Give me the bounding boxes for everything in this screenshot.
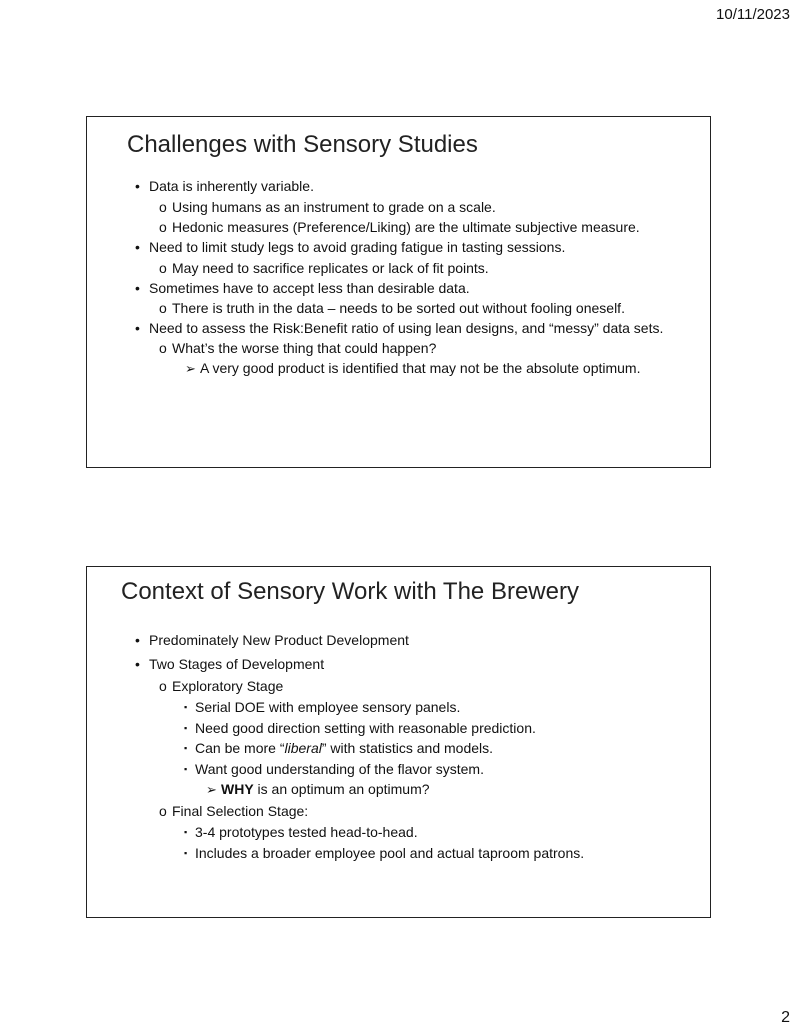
slide-title: Context of Sensory Work with The Brewery bbox=[121, 578, 579, 605]
sub-bullet-marker: o bbox=[159, 260, 167, 276]
sub-bullet-item bbox=[159, 340, 436, 357]
bullet-marker: • bbox=[135, 239, 140, 255]
square-marker: ▪ bbox=[184, 702, 188, 712]
square-bullet-text: Want good understanding of the flavor system. bbox=[195, 761, 484, 777]
bullet-item bbox=[135, 656, 324, 673]
sub-bullet-item bbox=[159, 803, 308, 820]
slide-challenges bbox=[86, 116, 711, 468]
sub-bullet-text: Using humans as an instrument to grade on a scale. bbox=[172, 199, 496, 215]
arrow-bullet-text: A very good product is identified that may not be the absolute optimum. bbox=[200, 360, 641, 376]
bullet-text: Sometimes have to accept less than desirable data. bbox=[149, 280, 470, 296]
arrow-marker: ➢ bbox=[206, 782, 217, 797]
square-marker: ▪ bbox=[184, 743, 188, 753]
bold-text: WHY bbox=[221, 781, 254, 797]
sub-bullet-item bbox=[159, 300, 625, 317]
bullet-marker: • bbox=[135, 632, 140, 648]
italic-text: liberal bbox=[284, 740, 322, 756]
bullet-text: Data is inherently variable. bbox=[149, 178, 314, 194]
sub-bullet-text: There is truth in the data – needs to be sorted out without fooling oneself. bbox=[172, 300, 625, 316]
text-part: is an optimum an optimum? bbox=[253, 781, 430, 797]
square-bullet-text: 3-4 prototypes tested head-to-head. bbox=[195, 824, 418, 840]
square-marker: ▪ bbox=[184, 827, 188, 837]
square-bullet-item bbox=[184, 761, 484, 778]
sub-bullet-text: Final Selection Stage: bbox=[172, 803, 309, 819]
square-bullet-item bbox=[184, 740, 493, 757]
header-date: 10/11/2023 bbox=[716, 6, 790, 23]
square-marker: ▪ bbox=[184, 723, 188, 733]
arrow-bullet-item bbox=[185, 360, 640, 377]
square-bullet-text: Includes a broader employee pool and actual taproom patrons. bbox=[195, 845, 585, 861]
sub-bullet-text: Exploratory Stage bbox=[172, 678, 284, 694]
square-bullet-item bbox=[184, 824, 418, 841]
square-bullet-item bbox=[184, 845, 584, 862]
sub-bullet-text: What’s the worse thing that could happen? bbox=[172, 340, 437, 356]
sub-bullet-marker: o bbox=[159, 678, 167, 694]
bullet-text: Need to assess the Risk:Benefit ratio of using lean designs, and “messy” data sets. bbox=[149, 320, 664, 336]
bullet-marker: • bbox=[135, 280, 140, 296]
sub-bullet-marker: o bbox=[159, 219, 167, 235]
bullet-marker: • bbox=[135, 320, 140, 336]
sub-bullet-marker: o bbox=[159, 199, 167, 215]
text-part: ” with statistics and models. bbox=[321, 740, 494, 756]
bullet-item bbox=[135, 632, 409, 649]
sub-bullet-item bbox=[159, 219, 640, 236]
sub-bullet-text: May need to sacrifice replicates or lack of fit points. bbox=[172, 260, 489, 276]
bullet-item bbox=[135, 239, 565, 256]
slide-context bbox=[86, 566, 711, 918]
square-marker: ▪ bbox=[184, 848, 188, 858]
square-bullet-item bbox=[184, 720, 536, 737]
bullet-text: Need to limit study legs to avoid grading fatigue in tasting sessions. bbox=[149, 239, 566, 255]
bullet-text: Predominately New Product Development bbox=[149, 632, 409, 648]
sub-bullet-marker: o bbox=[159, 803, 167, 819]
bullet-text: Two Stages of Development bbox=[149, 656, 325, 672]
page-number: 2 bbox=[781, 1009, 790, 1026]
sub-bullet-item bbox=[159, 199, 496, 216]
sub-bullet-marker: o bbox=[159, 340, 167, 356]
text-part: Can be more “ bbox=[195, 740, 285, 756]
sub-bullet-marker: o bbox=[159, 300, 167, 316]
bullet-item bbox=[135, 320, 663, 337]
square-bullet-item bbox=[184, 699, 460, 716]
arrow-bullet-item bbox=[206, 781, 430, 798]
slide-title: Challenges with Sensory Studies bbox=[127, 131, 478, 158]
arrow-marker: ➢ bbox=[185, 361, 196, 376]
sub-bullet-item bbox=[159, 678, 283, 695]
square-bullet-text: Need good direction setting with reasonable prediction. bbox=[195, 720, 536, 736]
sub-bullet-item bbox=[159, 260, 489, 277]
bullet-marker: • bbox=[135, 178, 140, 194]
bullet-item bbox=[135, 178, 314, 195]
bullet-item bbox=[135, 280, 470, 297]
square-bullet-text: Serial DOE with employee sensory panels. bbox=[195, 699, 461, 715]
square-marker: ▪ bbox=[184, 764, 188, 774]
bullet-marker: • bbox=[135, 656, 140, 672]
sub-bullet-text: Hedonic measures (Preference/Liking) are the ultimate subjective measure. bbox=[172, 219, 640, 235]
